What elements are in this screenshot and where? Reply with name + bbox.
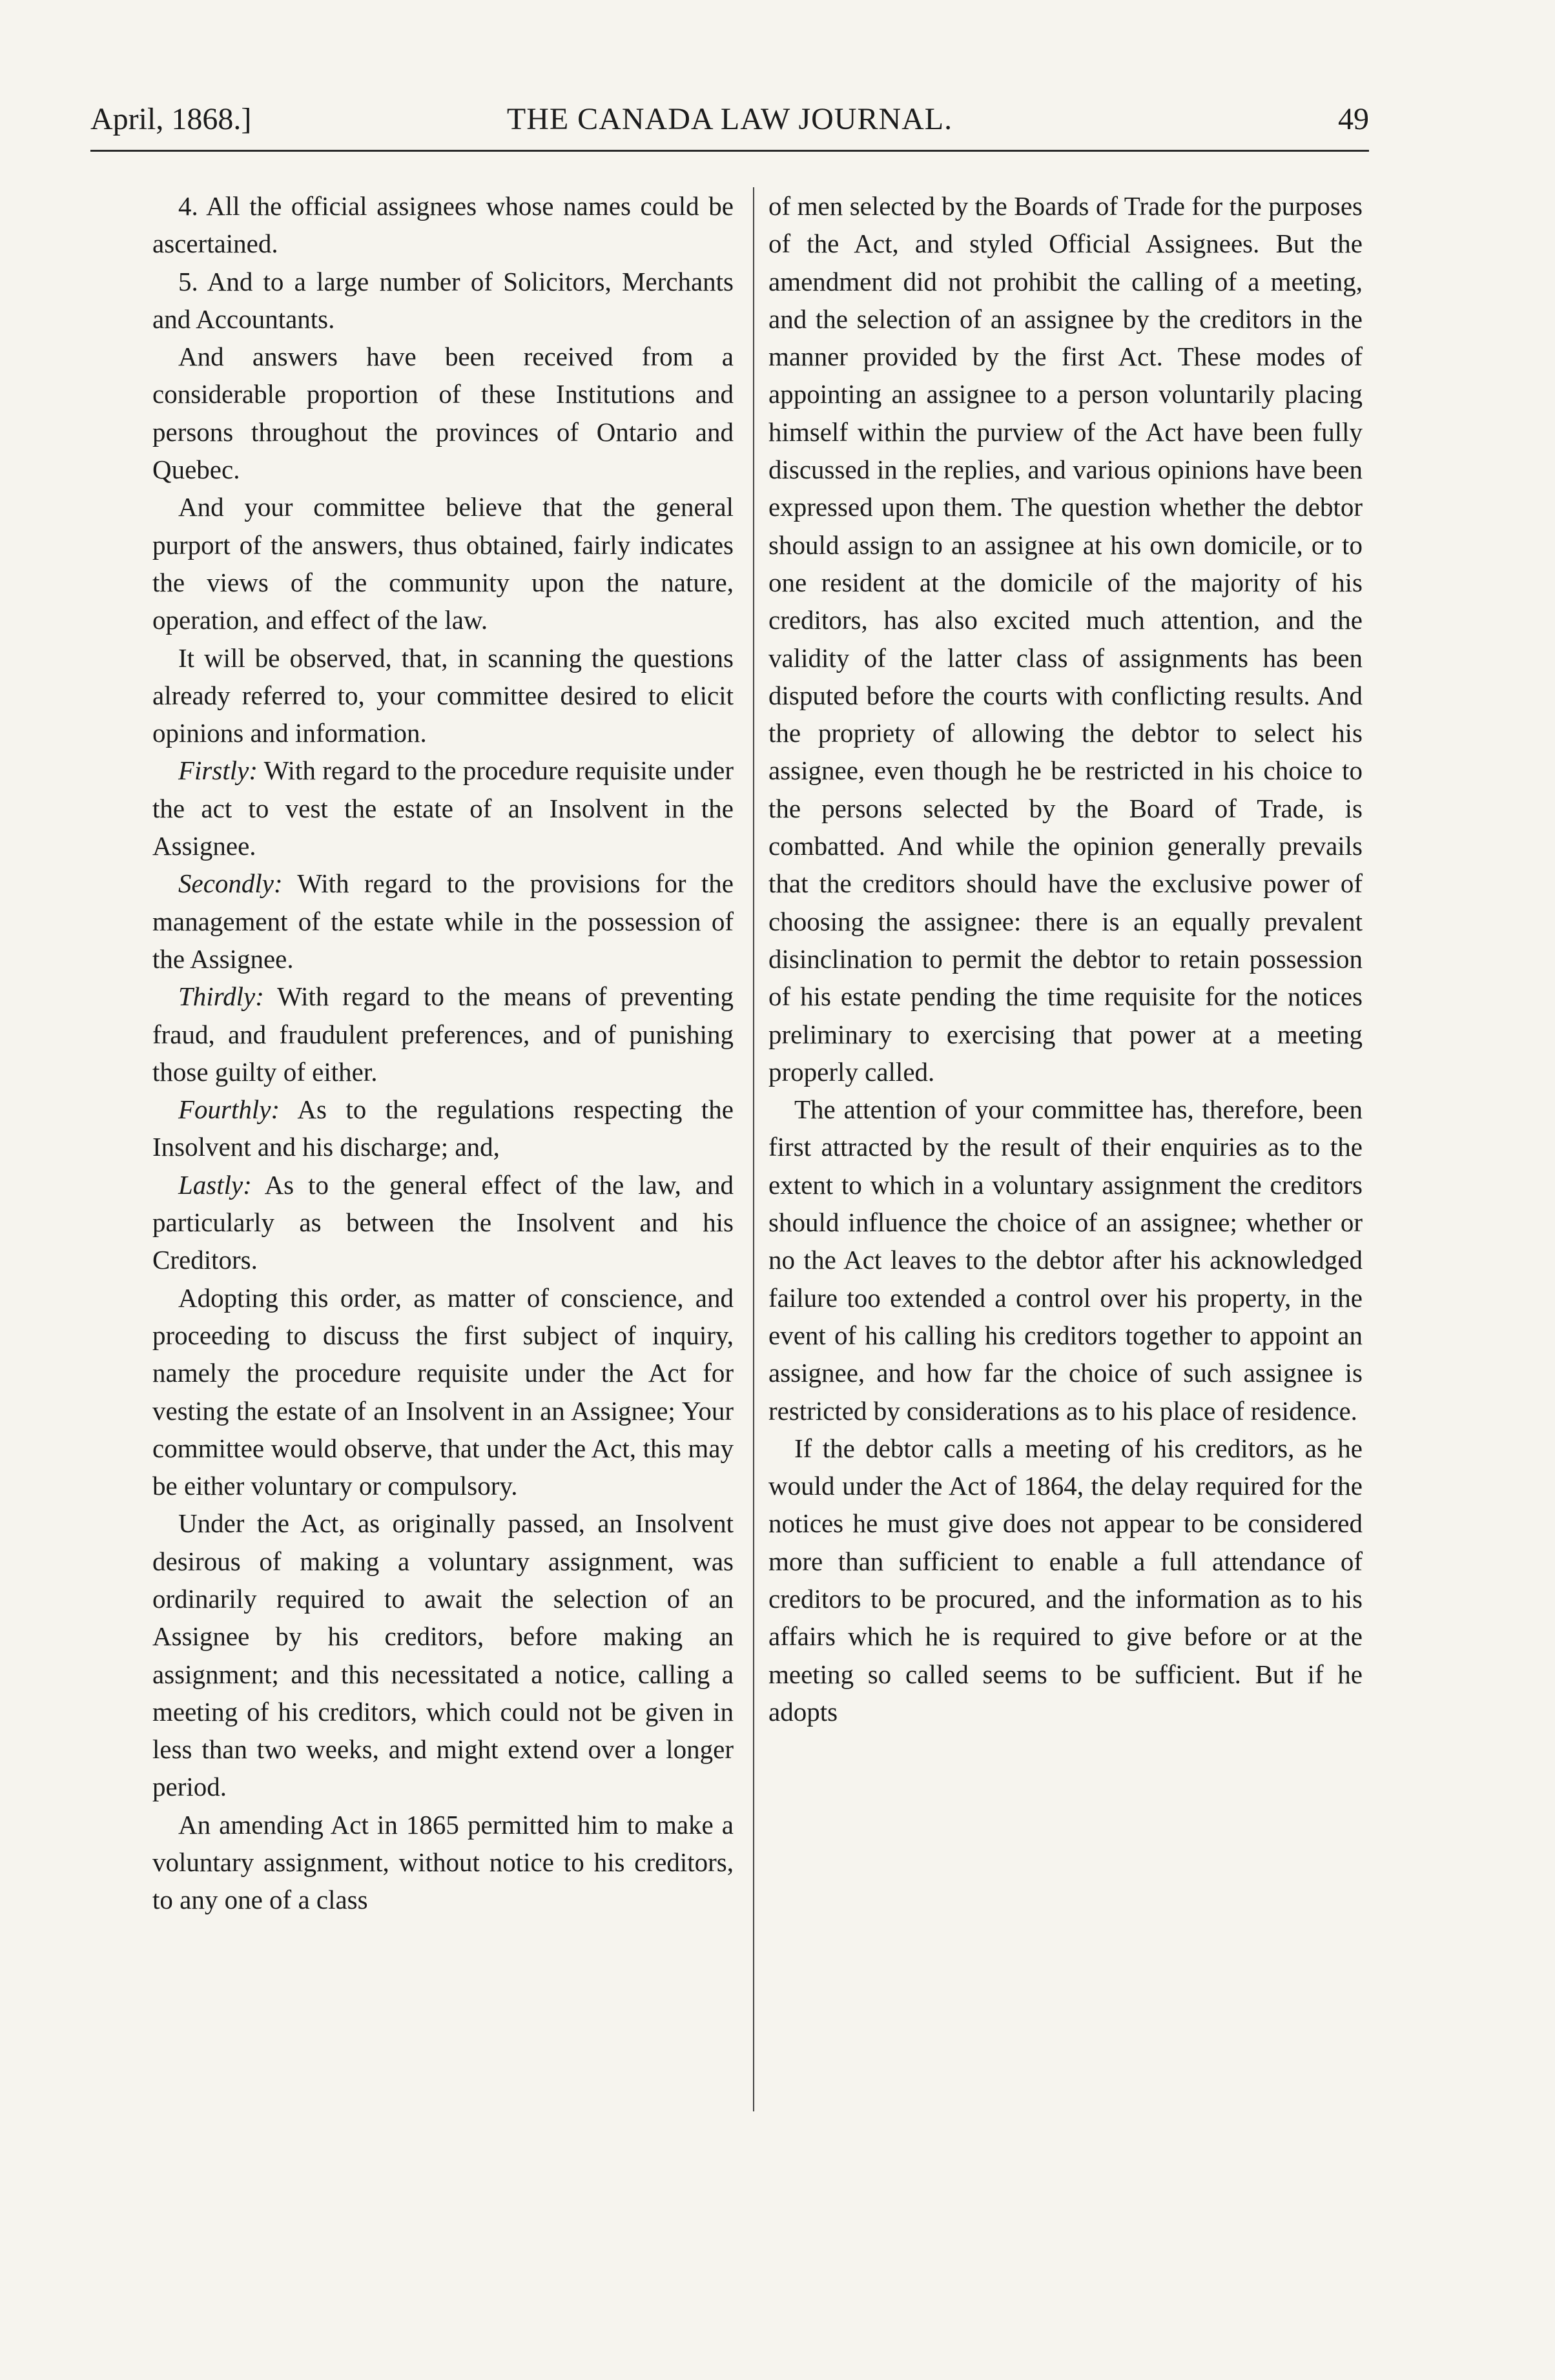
paragraph: If the debtor calls a meeting of his creditors, as he would under the Act of 1864, the delay required for the notices he must give does not appear to be considered more than sufficient to enable a full attendance of creditors to be procured, and the information as to his affairs which he is required to give before or at the meeting so called seems to be sufficient. But if he adopts xyxy=(768,1433,1363,1727)
paragraph xyxy=(152,978,734,1091)
journal-title: THE CANADA LAW JOURNAL. xyxy=(506,102,953,136)
paragraph-text: With regard to the means of preventing fraud, and fraudulent preferences, and of punishing those guilty of either. xyxy=(152,981,734,1087)
running-header xyxy=(90,97,1369,142)
right-column xyxy=(768,187,1363,1730)
paragraph-lead: Firstly: xyxy=(178,755,258,786)
paragraph-lead: Secondly: xyxy=(178,868,283,899)
paragraph-lead: Thirdly: xyxy=(178,981,264,1012)
paragraph xyxy=(152,1166,734,1279)
paragraph xyxy=(152,865,734,978)
paragraph xyxy=(152,752,734,865)
paragraph-lead: Fourthly: xyxy=(178,1094,280,1125)
paragraph: And your committee believe that the general purport of the answers, thus obtained, fairly indicates the views of the community upon the nature, operation, and effect of the law. xyxy=(152,492,734,635)
paragraph: And answers have been received from a considerable proportion of these Institutions and persons throughout the provinces of Ontario and Quebec. xyxy=(152,342,734,485)
paragraph-text: As to the regulations respecting the Insolvent and his discharge; and, xyxy=(152,1094,734,1162)
paragraph xyxy=(152,1091,734,1166)
page-number: 49 xyxy=(1338,102,1369,136)
paragraph-text: As to the general effect of the law, and particularly as between the Insolvent and his Creditors. xyxy=(152,1169,734,1275)
paragraph: Adopting this order, as matter of conscience, and proceeding to discuss the first subject of inquiry, namely the procedure requisite under the Act for vesting the estate of an Insolvent in an Assignee; Your committee would observe, that under the Act, this may be either voluntary or compulsory. xyxy=(152,1282,734,1501)
paragraph-lead: Lastly: xyxy=(178,1169,252,1200)
paragraph: 5. And to a large number of Solicitors, Merchants and Accountants. xyxy=(152,266,734,334)
paragraph: 4. All the official assignees whose names could be ascertained. xyxy=(152,191,734,259)
left-column xyxy=(152,187,734,1919)
paragraph: An amending Act in 1865 permitted him to make a voluntary assignment, without notice to his creditors, to any one of a class xyxy=(152,1809,734,1915)
paragraph: of men selected by the Boards of Trade for the purposes of the Act, and styled Official Assignees. But the amendment did not prohibit the calling of a meeting, and the selection of an assignee by the creditors in the manner provided by the first Act. These modes of appointing an assignee to a person voluntarily placing himself within the purview of the Act have been fully discussed in the replies, and various opinions have been expressed upon them. The question whether the debtor should assign to an assignee at his own domicile, or to one resident at the domicile of the majority of his creditors, has also excited much attention, and the validity of the latter class of assignments has been disputed before the courts with conflicting results. And the propriety of allowing the debtor to select his assignee, even though he be restricted in his choice to the persons selected by the Board of Trade, is combatted. And while the opinion generally prevails that the creditors should have the exclusive power of choosing the assignee: there is an equally prevalent disinclination to permit the debtor to retain possession of his estate pending the time requisite for the notices preliminary to exercising that power at a meeting properly called. xyxy=(768,191,1363,1087)
paragraph-text: With regard to the provisions for the management of the estate while in the possession of the Assignee. xyxy=(152,868,734,974)
paragraph-text: With regard to the procedure requisite under the act to vest the estate of an Insolvent in the Assignee. xyxy=(152,755,734,861)
column-divider xyxy=(753,187,754,2111)
paragraph: Under the Act, as originally passed, an Insolvent desirous of making a voluntary assignment, was ordinarily required to await the selection of an Assignee by his creditors, before making an assignment; and this necessitated a notice, calling a meeting of his creditors, which could not be given in less than two weeks, and might extend over a longer period. xyxy=(152,1508,734,1802)
paragraph: The attention of your committee has, therefore, been first attracted by the result of their enquiries as to the extent to which in a voluntary assignment the creditors should influence the choice of an assignee; whether or no the Act leaves to the debtor after his acknowledged failure too extended a control over his property, in the event of his calling his creditors together to appoint an assignee, and how far the choice of such assignee is restricted by considerations as to his place of residence. xyxy=(768,1094,1363,1426)
header-rule xyxy=(90,150,1369,152)
paragraph: It will be observed, that, in scanning the questions already referred to, your committee desired to elicit opinions and information. xyxy=(152,642,734,748)
issue-date: April, 1868.] xyxy=(90,102,252,136)
